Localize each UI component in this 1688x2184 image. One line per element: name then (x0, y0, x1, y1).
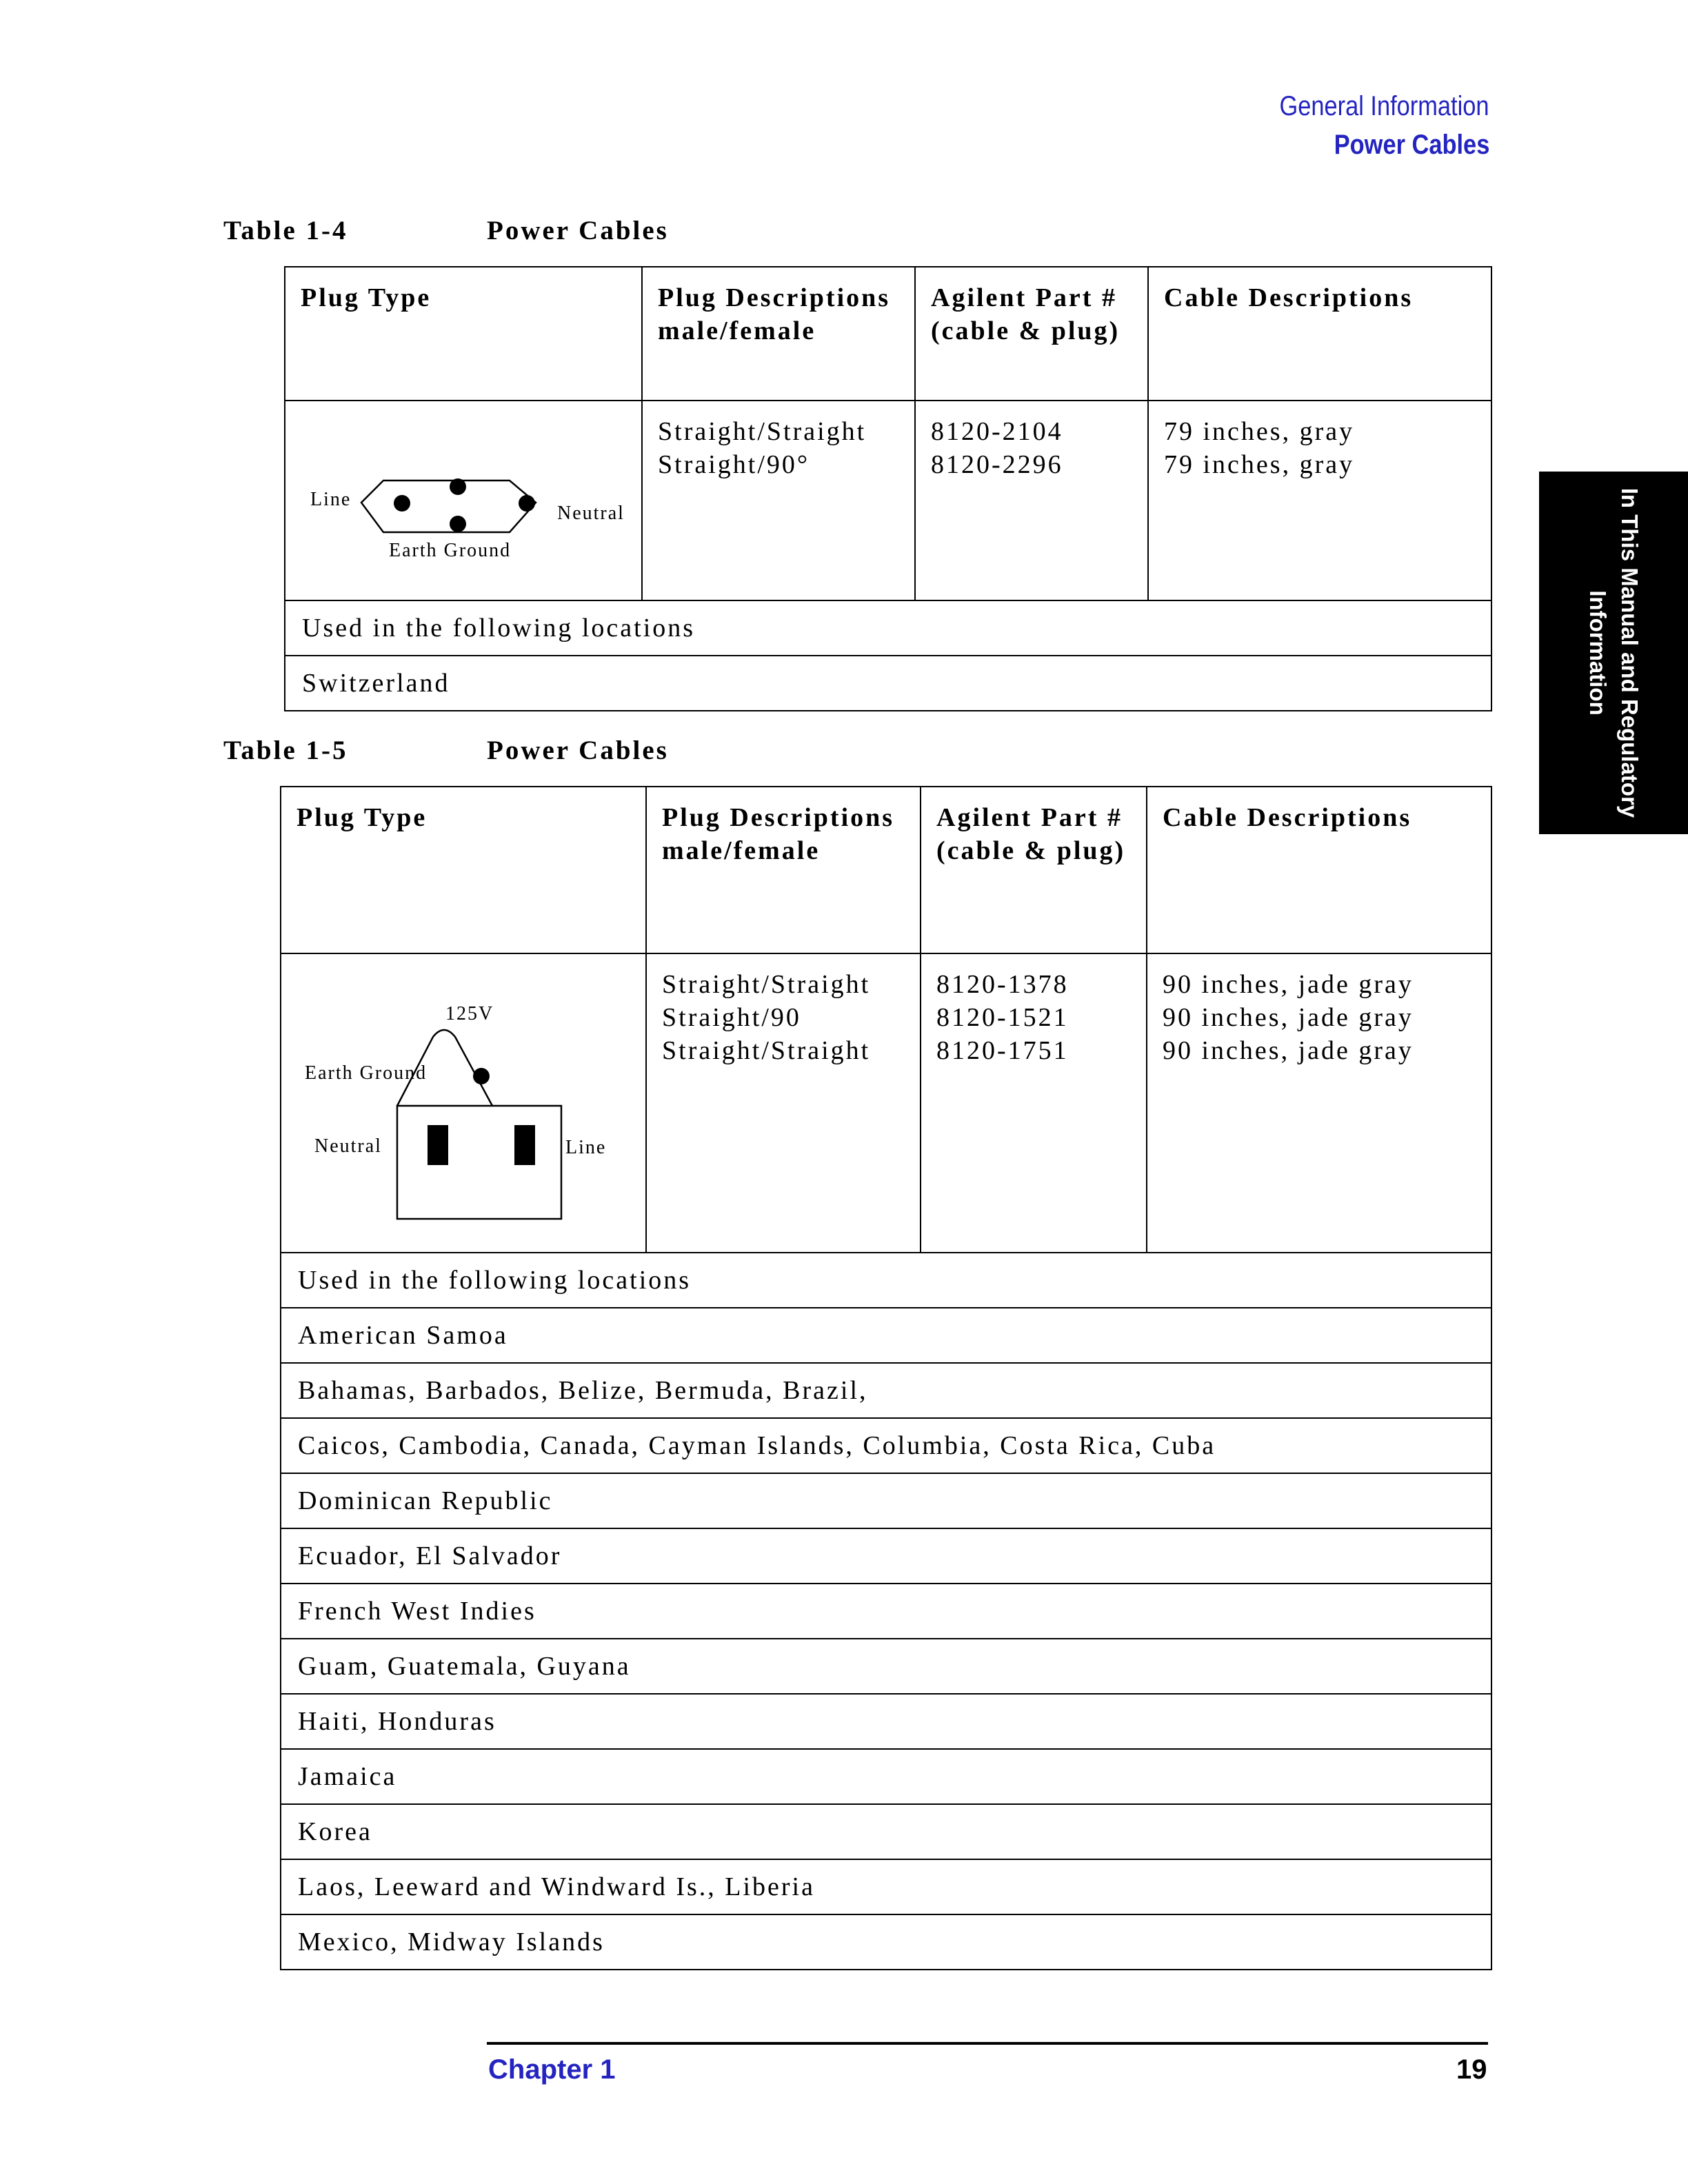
location: Dominican Republic (281, 1473, 1491, 1528)
plug-label-voltage: 125V (445, 1003, 494, 1024)
locations-header: Used in the following locations (281, 1253, 1491, 1308)
plug-description: Straight/90° (658, 450, 810, 479)
table-row (281, 953, 1491, 1253)
plug-type-cell (285, 401, 642, 600)
column-header-part-number: Agilent Part # (cable & plug) (915, 267, 1148, 401)
location-row (281, 1473, 1491, 1528)
footer-chapter: Chapter 1 (488, 2054, 616, 2085)
plug-descriptions-cell (642, 401, 915, 600)
table-header-row (285, 267, 1491, 401)
plug-label-earth-ground: Earth Ground (389, 540, 512, 561)
locations-header: Used in the following locations (285, 600, 1491, 656)
location-row (281, 1694, 1491, 1749)
plug-description: Straight/Straight (662, 1036, 871, 1065)
plug-description: Straight/Straight (658, 417, 867, 446)
part-number-cell (921, 953, 1147, 1253)
location: American Samoa (281, 1308, 1491, 1363)
table-title: Power Cables (487, 216, 669, 245)
location-row (281, 1418, 1491, 1473)
location-row (281, 1859, 1491, 1914)
location-row (281, 1584, 1491, 1639)
location-row (281, 1804, 1491, 1859)
cable-description: 79 inches, gray (1164, 450, 1355, 479)
location-row (281, 1749, 1491, 1804)
locations-header-row (281, 1253, 1491, 1308)
table-title: Power Cables (487, 736, 669, 765)
side-tab-line-1: In This Manual and Regulatory (1617, 487, 1642, 818)
plug-label-earth-ground: Earth Ground (305, 1062, 428, 1084)
running-header-section: General Information (1279, 91, 1489, 121)
location-row (281, 1528, 1491, 1584)
locations-header-row (285, 600, 1491, 656)
location-row (281, 1308, 1491, 1363)
plug-description: Straight/90 (662, 1003, 801, 1032)
column-header-cable-descriptions: Cable Descriptions (1148, 267, 1491, 401)
location: Bahamas, Barbados, Belize, Bermuda, Brazil, (281, 1363, 1491, 1418)
cable-description: 90 inches, jade gray (1163, 970, 1414, 999)
part-number: 8120-1751 (936, 1036, 1069, 1065)
location-row (285, 656, 1491, 711)
running-header-subsection: Power Cables (1334, 130, 1489, 160)
location: Laos, Leeward and Windward Is., Liberia (281, 1859, 1491, 1914)
part-number-cell (915, 401, 1148, 600)
cable-description-cell (1147, 953, 1491, 1253)
table-header-row (281, 787, 1491, 953)
column-header-cable-descriptions: Cable Descriptions (1147, 787, 1491, 953)
cable-description: 90 inches, jade gray (1163, 1036, 1414, 1065)
location: French West Indies (281, 1584, 1491, 1639)
location-row (281, 1914, 1491, 1970)
column-header-plug-descriptions: Plug Descriptions male/female (642, 267, 915, 401)
table-1-5-caption (223, 735, 669, 766)
location: Jamaica (281, 1749, 1491, 1804)
cable-description-cell (1148, 401, 1491, 600)
page-number: 19 (1456, 2054, 1487, 2085)
location-row (281, 1363, 1491, 1418)
plug-label-neutral: Neutral (314, 1135, 382, 1157)
side-tab-line-2: Information (1585, 590, 1611, 716)
cable-description: 90 inches, jade gray (1163, 1003, 1414, 1032)
plug-description: Straight/Straight (662, 970, 871, 999)
cable-description: 79 inches, gray (1164, 417, 1355, 446)
power-cables-table-1-4 (284, 266, 1492, 711)
table-number: Table 1-5 (223, 736, 348, 765)
location: Switzerland (285, 656, 1491, 711)
plug-label-line: Line (565, 1137, 607, 1158)
location: Guam, Guatemala, Guyana (281, 1639, 1491, 1694)
nema-plug-diagram (281, 954, 645, 1253)
location: Korea (281, 1804, 1491, 1859)
location-row (281, 1639, 1491, 1694)
part-number: 8120-1521 (936, 1003, 1069, 1032)
column-header-plug-type: Plug Type (281, 787, 646, 953)
plug-descriptions-cell (646, 953, 921, 1253)
location: Caicos, Cambodia, Canada, Cayman Islands, Columbia, Costa Rica, Cuba (281, 1418, 1491, 1473)
column-header-plug-descriptions: Plug Descriptions male/female (646, 787, 921, 953)
power-cables-table-1-5 (280, 786, 1492, 1970)
part-number: 8120-2104 (931, 417, 1063, 446)
column-header-plug-type: Plug Type (285, 267, 642, 401)
part-number: 8120-2296 (931, 450, 1063, 479)
part-number: 8120-1378 (936, 970, 1069, 999)
table-row (285, 401, 1491, 600)
chapter-side-tab (1539, 472, 1688, 834)
plug-type-cell (281, 953, 646, 1253)
location: Haiti, Honduras (281, 1694, 1491, 1749)
plug-label-line: Line (310, 489, 352, 510)
footer-rule (487, 2042, 1488, 2045)
column-header-part-number: Agilent Part # (cable & plug) (921, 787, 1147, 953)
table-1-4-caption (223, 215, 669, 246)
plug-label-neutral: Neutral (557, 503, 625, 524)
location: Ecuador, El Salvador (281, 1528, 1491, 1584)
location: Mexico, Midway Islands (281, 1914, 1491, 1970)
table-number: Table 1-4 (223, 216, 348, 245)
